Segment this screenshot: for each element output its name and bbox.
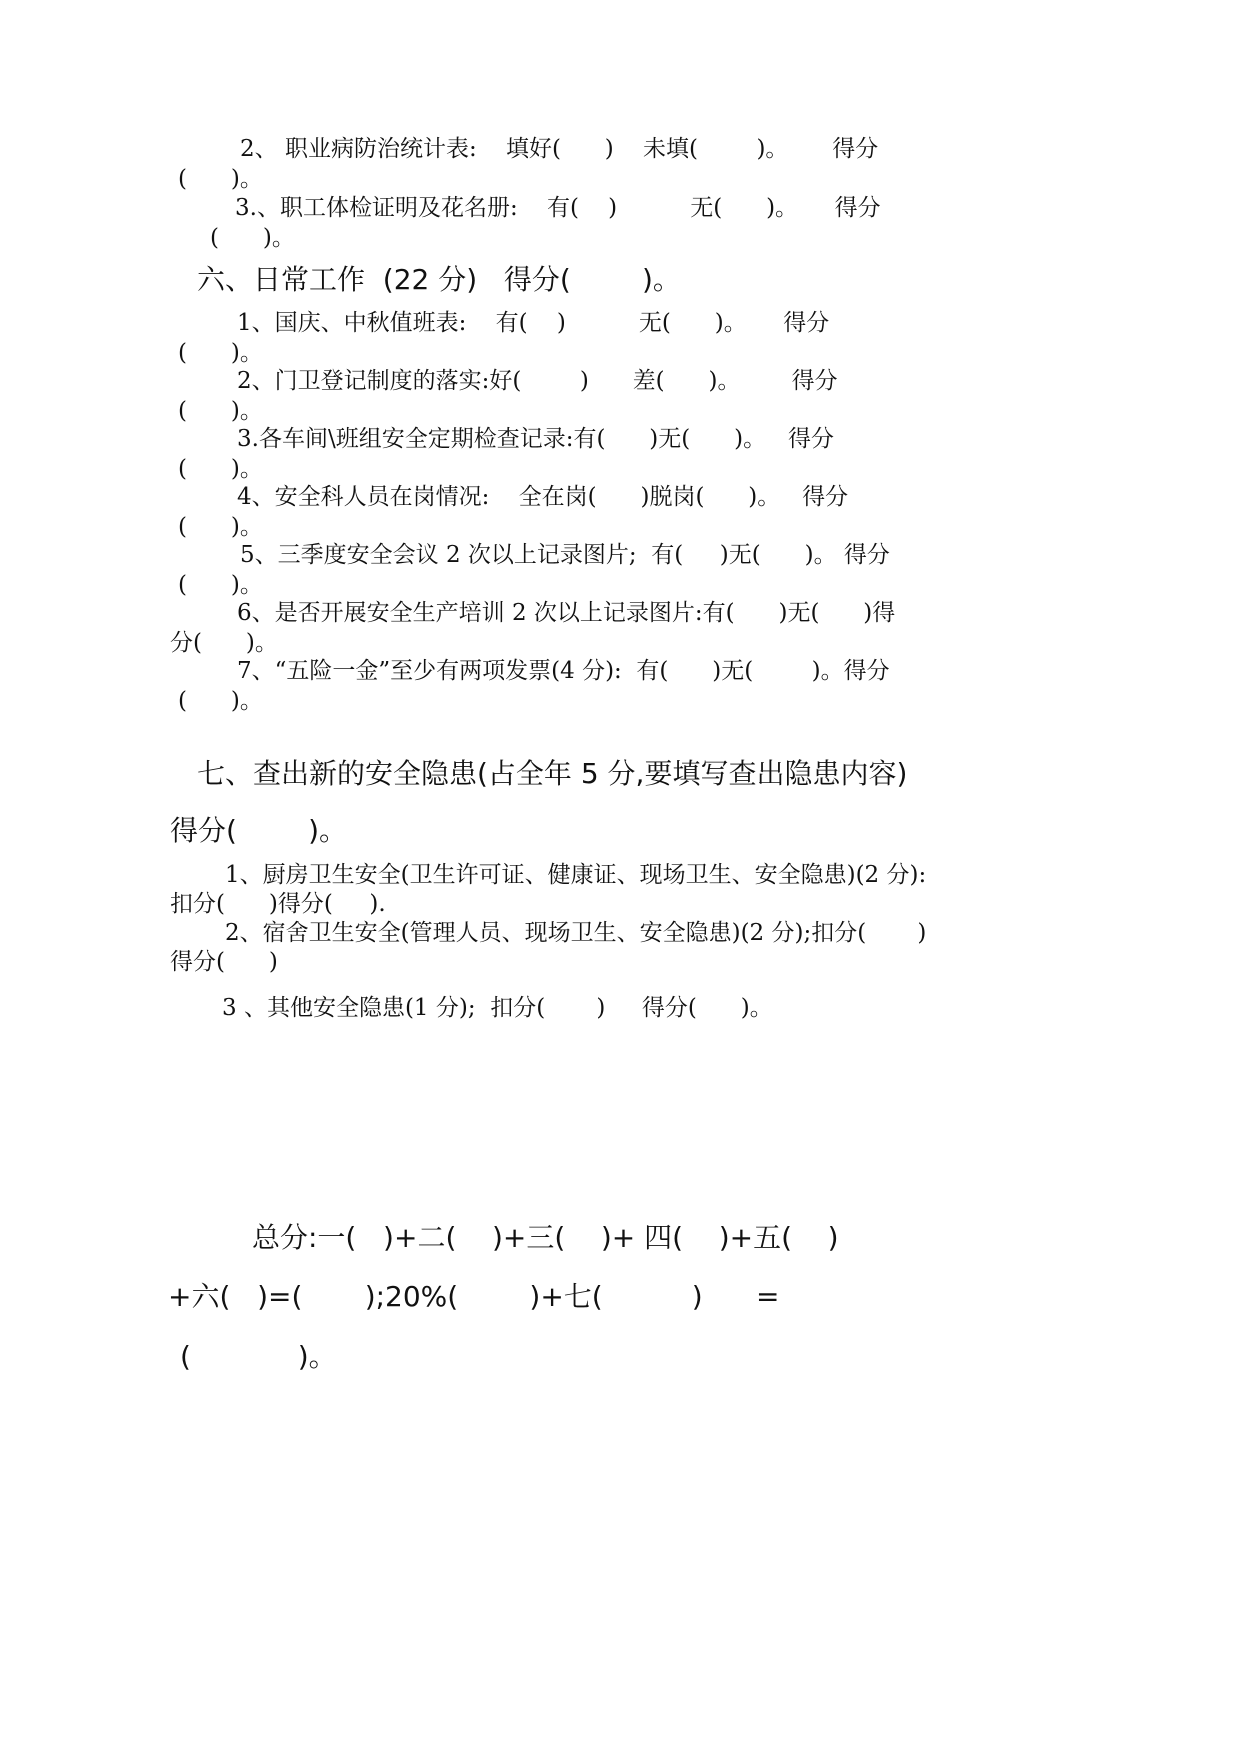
total-line1: 总分:一( )+二( )+三( )+ 四( )+五( ) xyxy=(252,1221,839,1254)
section5-item-3-line1: 3.、职工体检证明及花名册: 有( ) 无( )。 得分 xyxy=(235,195,881,221)
section6-item-3-line1: 3.各车间\班组安全定期检查记录:有( )无( )。 得分 xyxy=(237,426,835,452)
section7-item-2-line1: 2、宿舍卫生安全(管理人员、现场卫生、安全隐患)(2 分);扣分( ) xyxy=(225,920,927,946)
section5-item-3-line2: ( )。 xyxy=(210,225,295,251)
section6-item-1-line1: 1、国庆、中秋值班表: 有( ) 无( )。 得分 xyxy=(237,310,830,336)
section6-item-3-line2: ( )。 xyxy=(178,456,263,482)
total-line2: +六( )=( );20%( )+七( ) = xyxy=(168,1280,780,1313)
section6-item-2-line1: 2、门卫登记制度的落实:好( ) 差( )。 得分 xyxy=(237,368,838,394)
section7-item-1-line1: 1、厨房卫生安全(卫生许可证、健康证、现场卫生、安全隐患)(2 分): xyxy=(225,862,927,888)
section7-item-2-line2: 得分( ) xyxy=(170,949,278,975)
section6-item-4-line1: 4、安全科人员在岗情况: 全在岗( )脱岗( )。 得分 xyxy=(237,484,849,510)
section6-item-5-line2: ( )。 xyxy=(178,572,263,598)
section6-item-2-line2: ( )。 xyxy=(178,398,263,424)
section6-item-1-line2: ( )。 xyxy=(178,340,263,366)
section6-item-6-line2: 分( )。 xyxy=(170,630,278,656)
section7-item-3-line1: 3 、其他安全隐患(1 分); 扣分( ) 得分( )。 xyxy=(222,995,773,1021)
section6-item-6-line1: 6、是否开展安全生产培训 2 次以上记录图片:有( )无( )得 xyxy=(237,600,896,626)
section6-item-7-line1: 7、“五险一金”至少有两项发票(4 分): 有( )无( )。得分 xyxy=(237,658,890,684)
section5-item-2-line2: ( )。 xyxy=(178,166,263,192)
section5-item-2-line1: 2、 职业病防治统计表: 填好( ) 未填( )。 得分 xyxy=(240,136,879,162)
total-line3: ( )。 xyxy=(180,1340,337,1373)
section6-item-4-line2: ( )。 xyxy=(178,514,263,540)
section6-item-7-line2: ( )。 xyxy=(178,688,263,714)
section6-heading: 六、日常工作 (22 分) 得分( )。 xyxy=(197,263,681,296)
section7-heading-line2: 得分( )。 xyxy=(170,814,348,847)
section7-heading-line1: 七、查出新的安全隐患(占全年 5 分,要填写查出隐患内容) xyxy=(197,757,908,790)
section6-item-5-line1: 5、三季度安全会议 2 次以上记录图片; 有( )无( )。 得分 xyxy=(240,542,890,568)
section7-item-1-line2: 扣分( )得分( ). xyxy=(170,891,386,917)
